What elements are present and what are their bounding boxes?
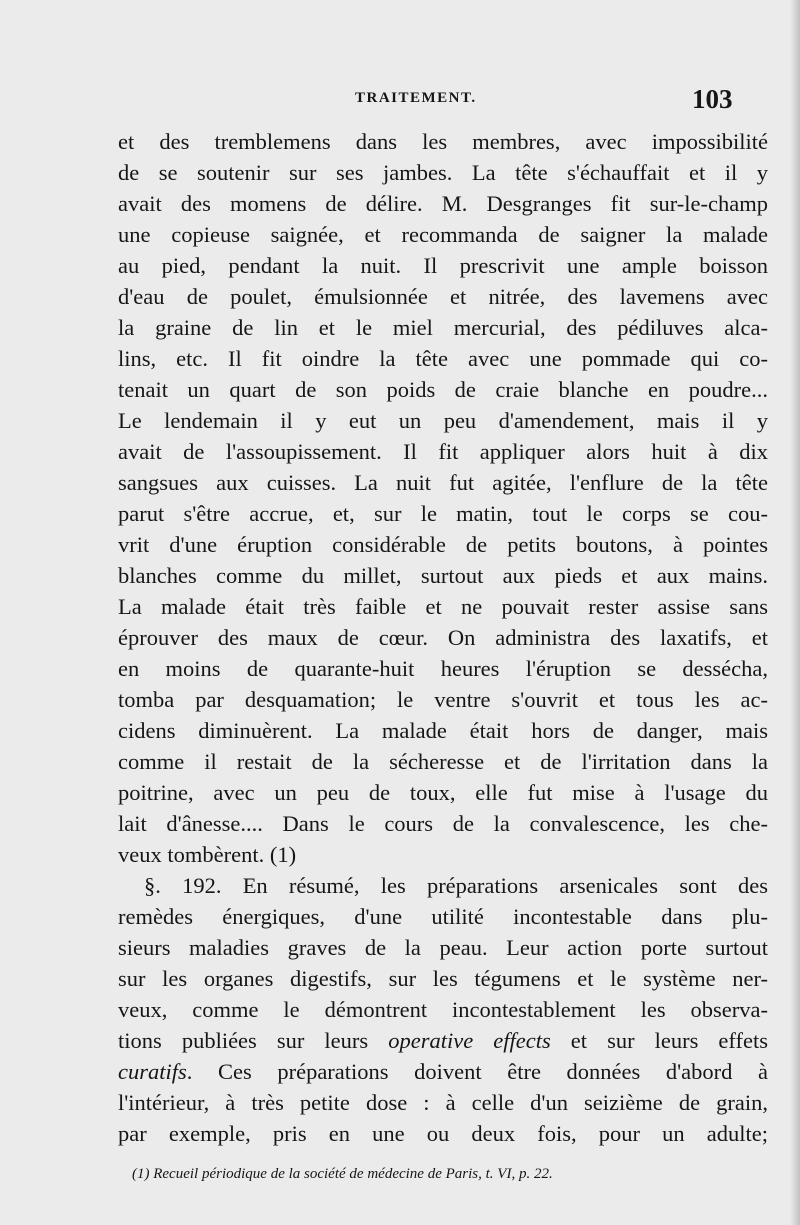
page-number: 103	[692, 84, 733, 114]
running-head: TRAITEMENT.	[355, 90, 477, 106]
text-line: tenait un quart de son poids de craie blanche en poudre...	[118, 377, 768, 402]
body-text	[118, 126, 768, 1149]
footnote: (1) Recueil périodique de la société de médecine de Paris, t. VI, p. 22.	[132, 1166, 553, 1182]
text-line: parut s'être accrue, et, sur le matin, tout le corps se cou-	[118, 501, 768, 526]
text-line: comme il restait de la sécheresse et de l'irritation dans la	[118, 749, 768, 774]
text-line: poitrine, avec un peu de toux, elle fut mise à l'usage du	[118, 780, 768, 805]
text-line: sieurs maladies graves de la peau. Leur action porte surtout	[118, 935, 768, 960]
text-line: §. 192. En résumé, les préparations arsenicales sont des	[144, 873, 768, 898]
text-line: Le lendemain il y eut un peu d'amendement, mais il y	[118, 408, 768, 433]
text-line: par exemple, pris en une ou deux fois, pour un adulte;	[118, 1121, 768, 1146]
text-line: de se soutenir sur ses jambes. La tête s'échauffait et il y	[118, 160, 768, 185]
text-line: veux tombèrent. (1)	[118, 842, 297, 867]
text-line: lait d'ânesse.... Dans le cours de la convalescence, les che-	[118, 811, 768, 836]
text-line: veux, comme le démontrent incontestablement les observa-	[118, 997, 768, 1022]
text-line: sur les organes digestifs, sur les tégumens et le système ner-	[118, 966, 768, 991]
text-line: l'intérieur, à très petite dose : à celle d'un seizième de grain,	[118, 1090, 768, 1115]
page-edge-shadow	[790, 0, 800, 1225]
text-line: d'eau de poulet, émulsionnée et nitrée, des lavemens avec	[118, 284, 768, 309]
text-line: avait des momens de délire. M. Desgranges fit sur-le-champ	[118, 191, 768, 216]
text-line: au pied, pendant la nuit. Il prescrivit une ample boisson	[118, 253, 768, 278]
text-line: blanches comme du millet, surtout aux pieds et aux mains.	[118, 563, 768, 588]
text-line: en moins de quarante-huit heures l'éruption se dessécha,	[118, 656, 768, 681]
text-line: tomba par desquamation; le ventre s'ouvrit et tous les ac-	[118, 687, 768, 712]
text-line: La malade était très faible et ne pouvait rester assise sans	[118, 594, 768, 619]
text-line: lins, etc. Il fit oindre la tête avec une pommade qui co-	[118, 346, 768, 371]
text-line: et des tremblemens dans les membres, avec impossibilité	[118, 129, 768, 154]
italic-phrase: operative effects	[388, 1028, 551, 1053]
text-line: sangsues aux cuisses. La nuit fut agitée, l'enflure de la tête	[118, 470, 768, 495]
text-line: avait de l'assoupissement. Il fit appliquer alors huit à dix	[118, 439, 768, 464]
text-line: vrit d'une éruption considérable de petits boutons, à pointes	[118, 532, 768, 557]
text-line: cidens diminuèrent. La malade était hors de danger, mais	[118, 718, 768, 743]
italic-phrase: curatifs	[118, 1059, 187, 1084]
page-header	[0, 84, 800, 120]
text-line: une copieuse saignée, et recommanda de saigner la malade	[118, 222, 768, 247]
text-line: éprouver des maux de cœur. On administra des laxatifs, et	[118, 625, 768, 650]
text-line: la graine de lin et le miel mercurial, des pédiluves alca-	[118, 315, 768, 340]
text-line: remèdes énergiques, d'une utilité incontestable dans plu-	[118, 904, 768, 929]
text-line: tions publiées sur leurs operative effects et sur leurs effets	[118, 1028, 768, 1053]
text-line: curatifs. Ces préparations doivent être données d'abord à	[118, 1059, 768, 1084]
